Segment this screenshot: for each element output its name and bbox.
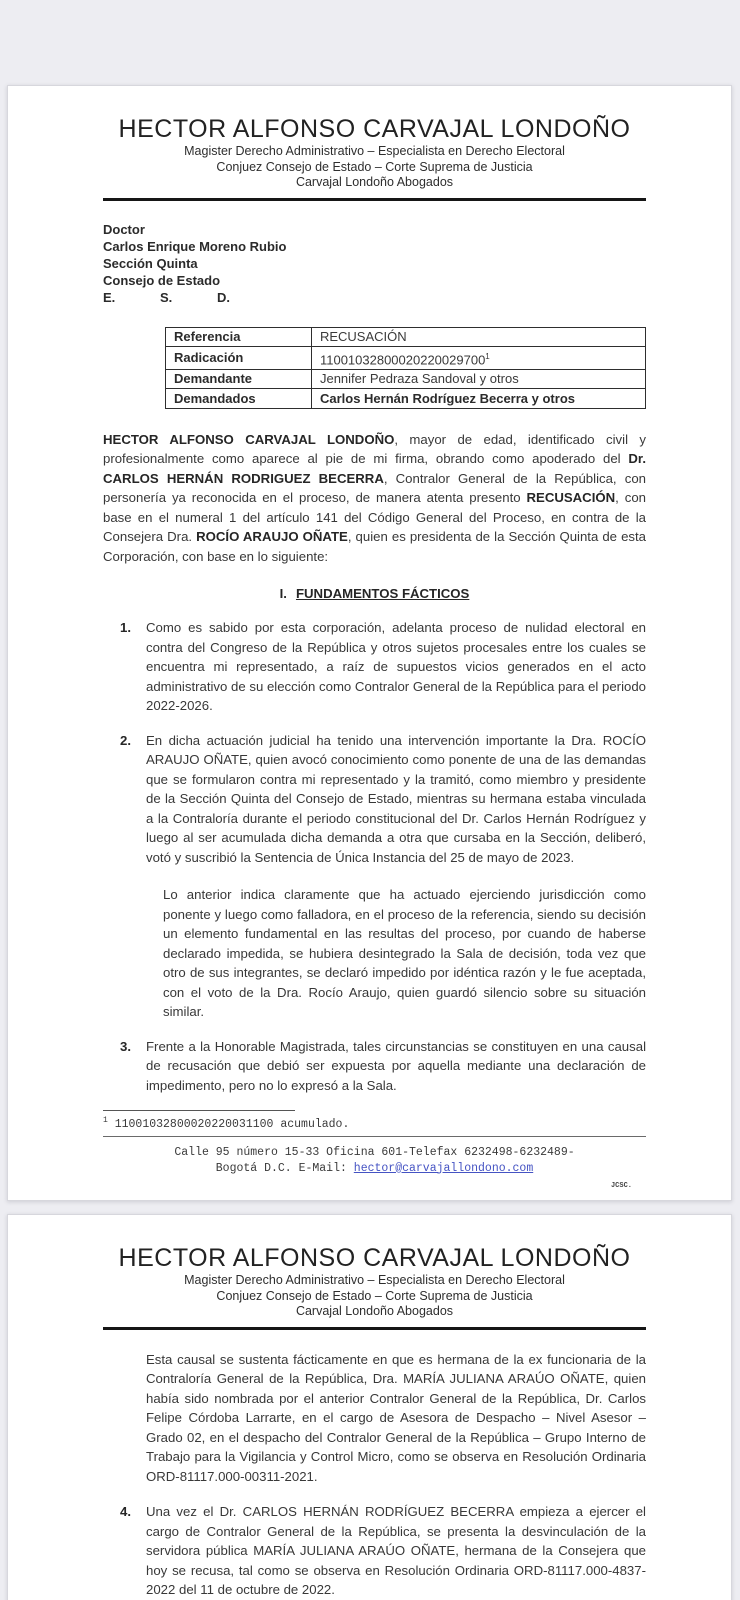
table-row [166, 327, 646, 347]
recusacion-term: RECUSACIÓN [526, 490, 616, 506]
item-text: Como es sabido por esta corporación, adelanta proceso de nulidad electoral en contra del Congreso de la República y otros sujetos procesales entre los cuales se encuentra mi representado, a raíz de supuestos vicios generados en el acto administrativo de su elección como Contralor General de la República para el periodo 2022-2026. [146, 620, 646, 714]
typist-initials: JCSC. [610, 1182, 632, 1191]
item-number: 2. [120, 732, 131, 748]
table-row [166, 389, 646, 409]
esd-e: E. [103, 289, 116, 305]
letterhead-divider [103, 198, 646, 201]
letterhead-subtitle-2: Conjuez Consejo de Estado – Corte Suprema de Justicia [216, 1288, 533, 1303]
footer-divider [103, 1136, 646, 1137]
table-row [166, 369, 646, 389]
letterhead-subtitle-3: Carvajal Londoño Abogados [295, 175, 454, 189]
page-footer [103, 1145, 646, 1176]
footnote-number: 1 [103, 1116, 108, 1126]
addressee-esd [103, 289, 646, 306]
intro-paragraph: HECTOR ALFONSO CARVAJAL LONDOÑO, mayor de edad, identificado civil y profesionalmente como aparece al pie de mi firma, obrando como apoderado del Dr. CARLOS HERNÁN RODRIGUEZ BECERRA, Contralor General de la República, con personería ya reconocida en el proceso, de manera atenta presento RECUSACIÓN, con base en el numeral 1 del artículo 141 del Código General del Proceso, en contra de la Consejera Dra. ROCÍO ARAUJO OÑATE, quien es presidenta de la Sección Quinta de esta Corporación, con base en lo siguiente: [103, 431, 646, 564]
section-title: FUNDAMENTOS FÁCTICOS [295, 586, 470, 602]
list-item-2-continuation: Lo anterior indica claramente que ha actuado ejerciendo jurisdicción como ponente y luego como falladora, en el proceso de la referencia, siendo su decisión un elemento fundamental en las resultas del proceso, por cuando de haberse declarado impedida, se hubiera desintegrado la Sala de decisión, toda vez que otro de sus integrantes, se declaró impedido por idéntica razón y le fue aceptada, con el voto de la Dra. Rocío Araujo, quien guardó silencio sobre su situación similar. [163, 887, 646, 1020]
item-text: Una vez el Dr. CARLOS HERNÁN RODRÍGUEZ BECERRA empieza a ejercer el cargo de Contralor General de la República, se presenta la desvinculación de la servidora pública MARÍA JULIANA ARAÚO OÑATE, hermana de la Consejera que hoy se recusa, tal como se observa en Resolución Ordinaria ORD-81117.000-4837-2022 del 11 de octubre de 2022. [146, 1504, 646, 1597]
row-value: Carlos Hernán Rodríguez Becerra y otros [311, 389, 645, 409]
row-label: Demandante [166, 369, 312, 389]
footer-address: Calle 95 número 15-33 Oficina 601-Telefax 6232498-6232489- [174, 1146, 575, 1160]
footnote [103, 1111, 646, 1136]
letterhead [103, 1243, 646, 1320]
page1-footer-block [103, 1110, 646, 1190]
row-label: Demandados [166, 389, 312, 409]
document-page-1 [7, 85, 732, 1201]
radicacion-number: 11001032800020220029700 [319, 351, 486, 367]
document-page-2 [7, 1214, 732, 1600]
item-number: 3. [120, 1038, 131, 1054]
item-number: 4. [120, 1504, 131, 1519]
row-value [311, 347, 645, 370]
row-label: Referencia [166, 327, 312, 347]
email-link[interactable]: hector@carvajallondono.com [353, 1161, 534, 1175]
row-value: RECUSACIÓN [311, 327, 645, 347]
item-text: Frente a la Honorable Magistrada, tales circunstancias se constituyen en una causal de recusación que debió ser expuesta por aquella mediante una declaración de impedimento, pero no lo expresó a la Sala. [146, 1038, 646, 1093]
list-item-4 [120, 1502, 646, 1600]
footnote-text: 11001032800020220031100 acumulado. [107, 1118, 350, 1132]
row-value: Jennifer Pedraza Sandoval y otros [311, 369, 645, 389]
section-heading [103, 586, 646, 601]
esd-s: S. [160, 289, 173, 305]
letterhead-subtitle-1: Magister Derecho Administrativo – Especialista en Derecho Electoral [184, 144, 565, 158]
item-number: 1. [120, 620, 131, 636]
footer-contact: Bogotá D.C. E-Mail: hector@carvajallondono.com [215, 1161, 534, 1175]
addressee-name: Carlos Enrique Moreno Rubio [103, 238, 287, 254]
numbered-list [103, 618, 646, 1110]
esd-d: D. [217, 289, 230, 305]
letterhead-subtitle-3: Carvajal Londoño Abogados [295, 1304, 454, 1318]
letterhead-name: HECTOR ALFONSO CARVAJAL LONDOÑO [118, 115, 631, 143]
footnote-marker: 1 [485, 351, 490, 361]
addressee-block [103, 221, 646, 306]
section-numeral: I. [279, 586, 287, 602]
reference-table [165, 327, 646, 409]
list-item-2 [120, 731, 646, 868]
addressee-court: Consejo de Estado [103, 272, 221, 288]
client-name: Dr. CARLOS HERNÁN RODRIGUEZ BECERRA [103, 451, 646, 486]
list-item-3 [120, 1037, 646, 1096]
row-label: Radicación [166, 347, 312, 370]
item-3-continuation-paragraph: Esta causal se sustenta fácticamente en que es hermana de la ex funcionaria de la Contraloría General de la República, Dra. MARÍA JULIANA ARAÚO OÑATE, quien había sido nombrada por el anterior Contralor General de la República, Dr. Carlos Felipe Córdoba Larrarte, en el cargo de Asesora de Despacho – Nivel Asesor – Grado 02, en el despacho del Contralor General de la República – Grupo Interno de Trabajo para la Vigilancia y Control Micro, como se observa en Resolución Ordinaria ORD-81117.000-00311-2021. [146, 1351, 646, 1484]
letterhead-name: HECTOR ALFONSO CARVAJAL LONDOÑO [118, 1244, 631, 1272]
table-row [166, 347, 646, 370]
list-item-1 [120, 618, 646, 716]
numbered-list [103, 1502, 646, 1600]
addressee-section: Sección Quinta [103, 255, 198, 271]
item-text: En dicha actuación judicial ha tenido una intervención importante la Dra. ROCÍO ARAUJO OÑATE, quien avocó conocimiento como ponente de una de las demandas que se formularon contra mi representado y la tramitó, como miembro y presidente de la Sección Quinta del Consejo de Estado, mientras su hermana estaba vinculada a la Contraloría durante el periodo constitucional del Dr. Carlos Hernán Rodríguez y luego al ser acumulada dicha demanda a otra que cursaba en la Sección, deliberó, votó y suscribió la Sentencia de Única Instancia del 25 de mayo de 2023. [146, 732, 646, 865]
letterhead-divider [103, 1327, 646, 1330]
attorney-name: HECTOR ALFONSO CARVAJAL LONDOÑO [103, 431, 395, 447]
judge-name: ROCÍO ARAUJO OÑATE [196, 529, 348, 545]
letterhead-subtitle-1: Magister Derecho Administrativo – Especialista en Derecho Electoral [184, 1273, 565, 1287]
letterhead-subtitle-2: Conjuez Consejo de Estado – Corte Suprema de Justicia [216, 159, 533, 174]
letterhead [103, 114, 646, 191]
addressee-title: Doctor [103, 221, 145, 237]
